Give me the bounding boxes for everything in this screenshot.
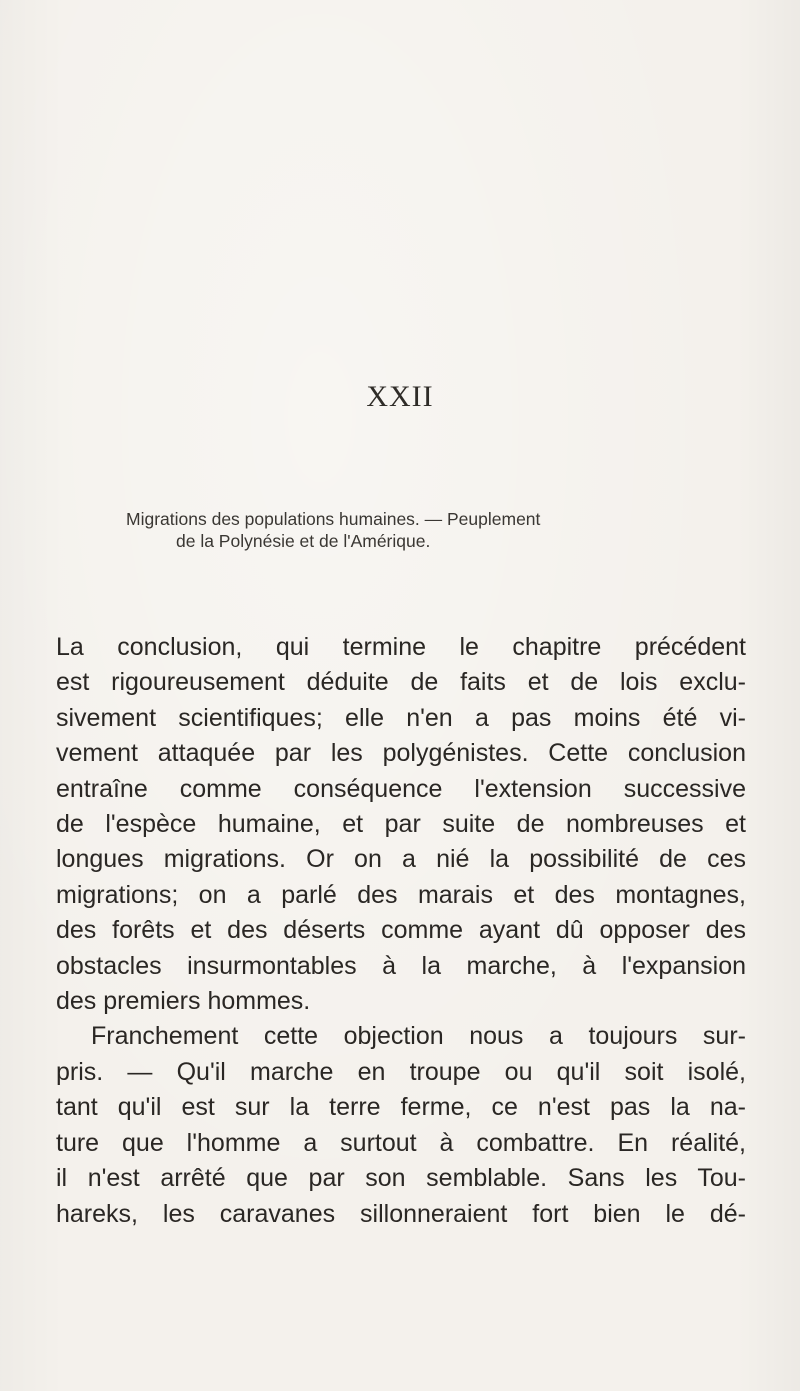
subtitle-line: Migrations des populations humaines. — Peuplement bbox=[126, 509, 541, 529]
text-line: tant qu'il est sur la terre ferme, ce n'est pas la na- bbox=[56, 1093, 746, 1122]
text-line: La conclusion, qui termine le chapitre précédent bbox=[56, 633, 746, 661]
text-line: ture que l'homme a surtout à combattre. En réalité, bbox=[56, 1128, 746, 1157]
text-line: il n'est arrêté que par son semblable. Sans les Tou- bbox=[56, 1164, 746, 1193]
body-text bbox=[56, 630, 746, 1232]
paragraph-2 bbox=[56, 1019, 746, 1231]
paragraph-1 bbox=[56, 630, 746, 1019]
text-line: vement attaquée par les polygénistes. Cette conclusion bbox=[56, 739, 746, 768]
text-line: Franchement cette objection nous a toujours sur- bbox=[91, 1022, 746, 1051]
text-line: de l'espèce humaine, et par suite de nombreuses et bbox=[56, 810, 746, 839]
text-line: des forêts et des déserts comme ayant dû opposer des bbox=[56, 916, 746, 945]
text-line: hareks, les caravanes sillonneraient fort bien le dé- bbox=[56, 1199, 746, 1228]
text-line: obstacles insurmontables à la marche, à l'expansion bbox=[56, 951, 746, 980]
text-line: pris. — Qu'il marche en troupe ou qu'il soit isolé, bbox=[56, 1057, 746, 1086]
text-line: des premiers hommes. bbox=[56, 987, 311, 1016]
chapter-number: XXII bbox=[366, 380, 434, 413]
text-line: entraîne comme conséquence l'extension successive bbox=[56, 774, 746, 803]
text-line: sivement scientifiques; elle n'en a pas moins été vi- bbox=[56, 703, 746, 732]
text-line: est rigoureusement déduite de faits et de lois exclu- bbox=[56, 668, 746, 697]
subtitle-line: de la Polynésie et de l'Amérique. bbox=[176, 531, 431, 551]
chapter-subtitle bbox=[126, 508, 686, 552]
text-line: migrations; on a parlé des marais et des montagnes, bbox=[56, 880, 746, 909]
text-line: longues migrations. Or on a nié la possibilité de ces bbox=[56, 845, 746, 874]
